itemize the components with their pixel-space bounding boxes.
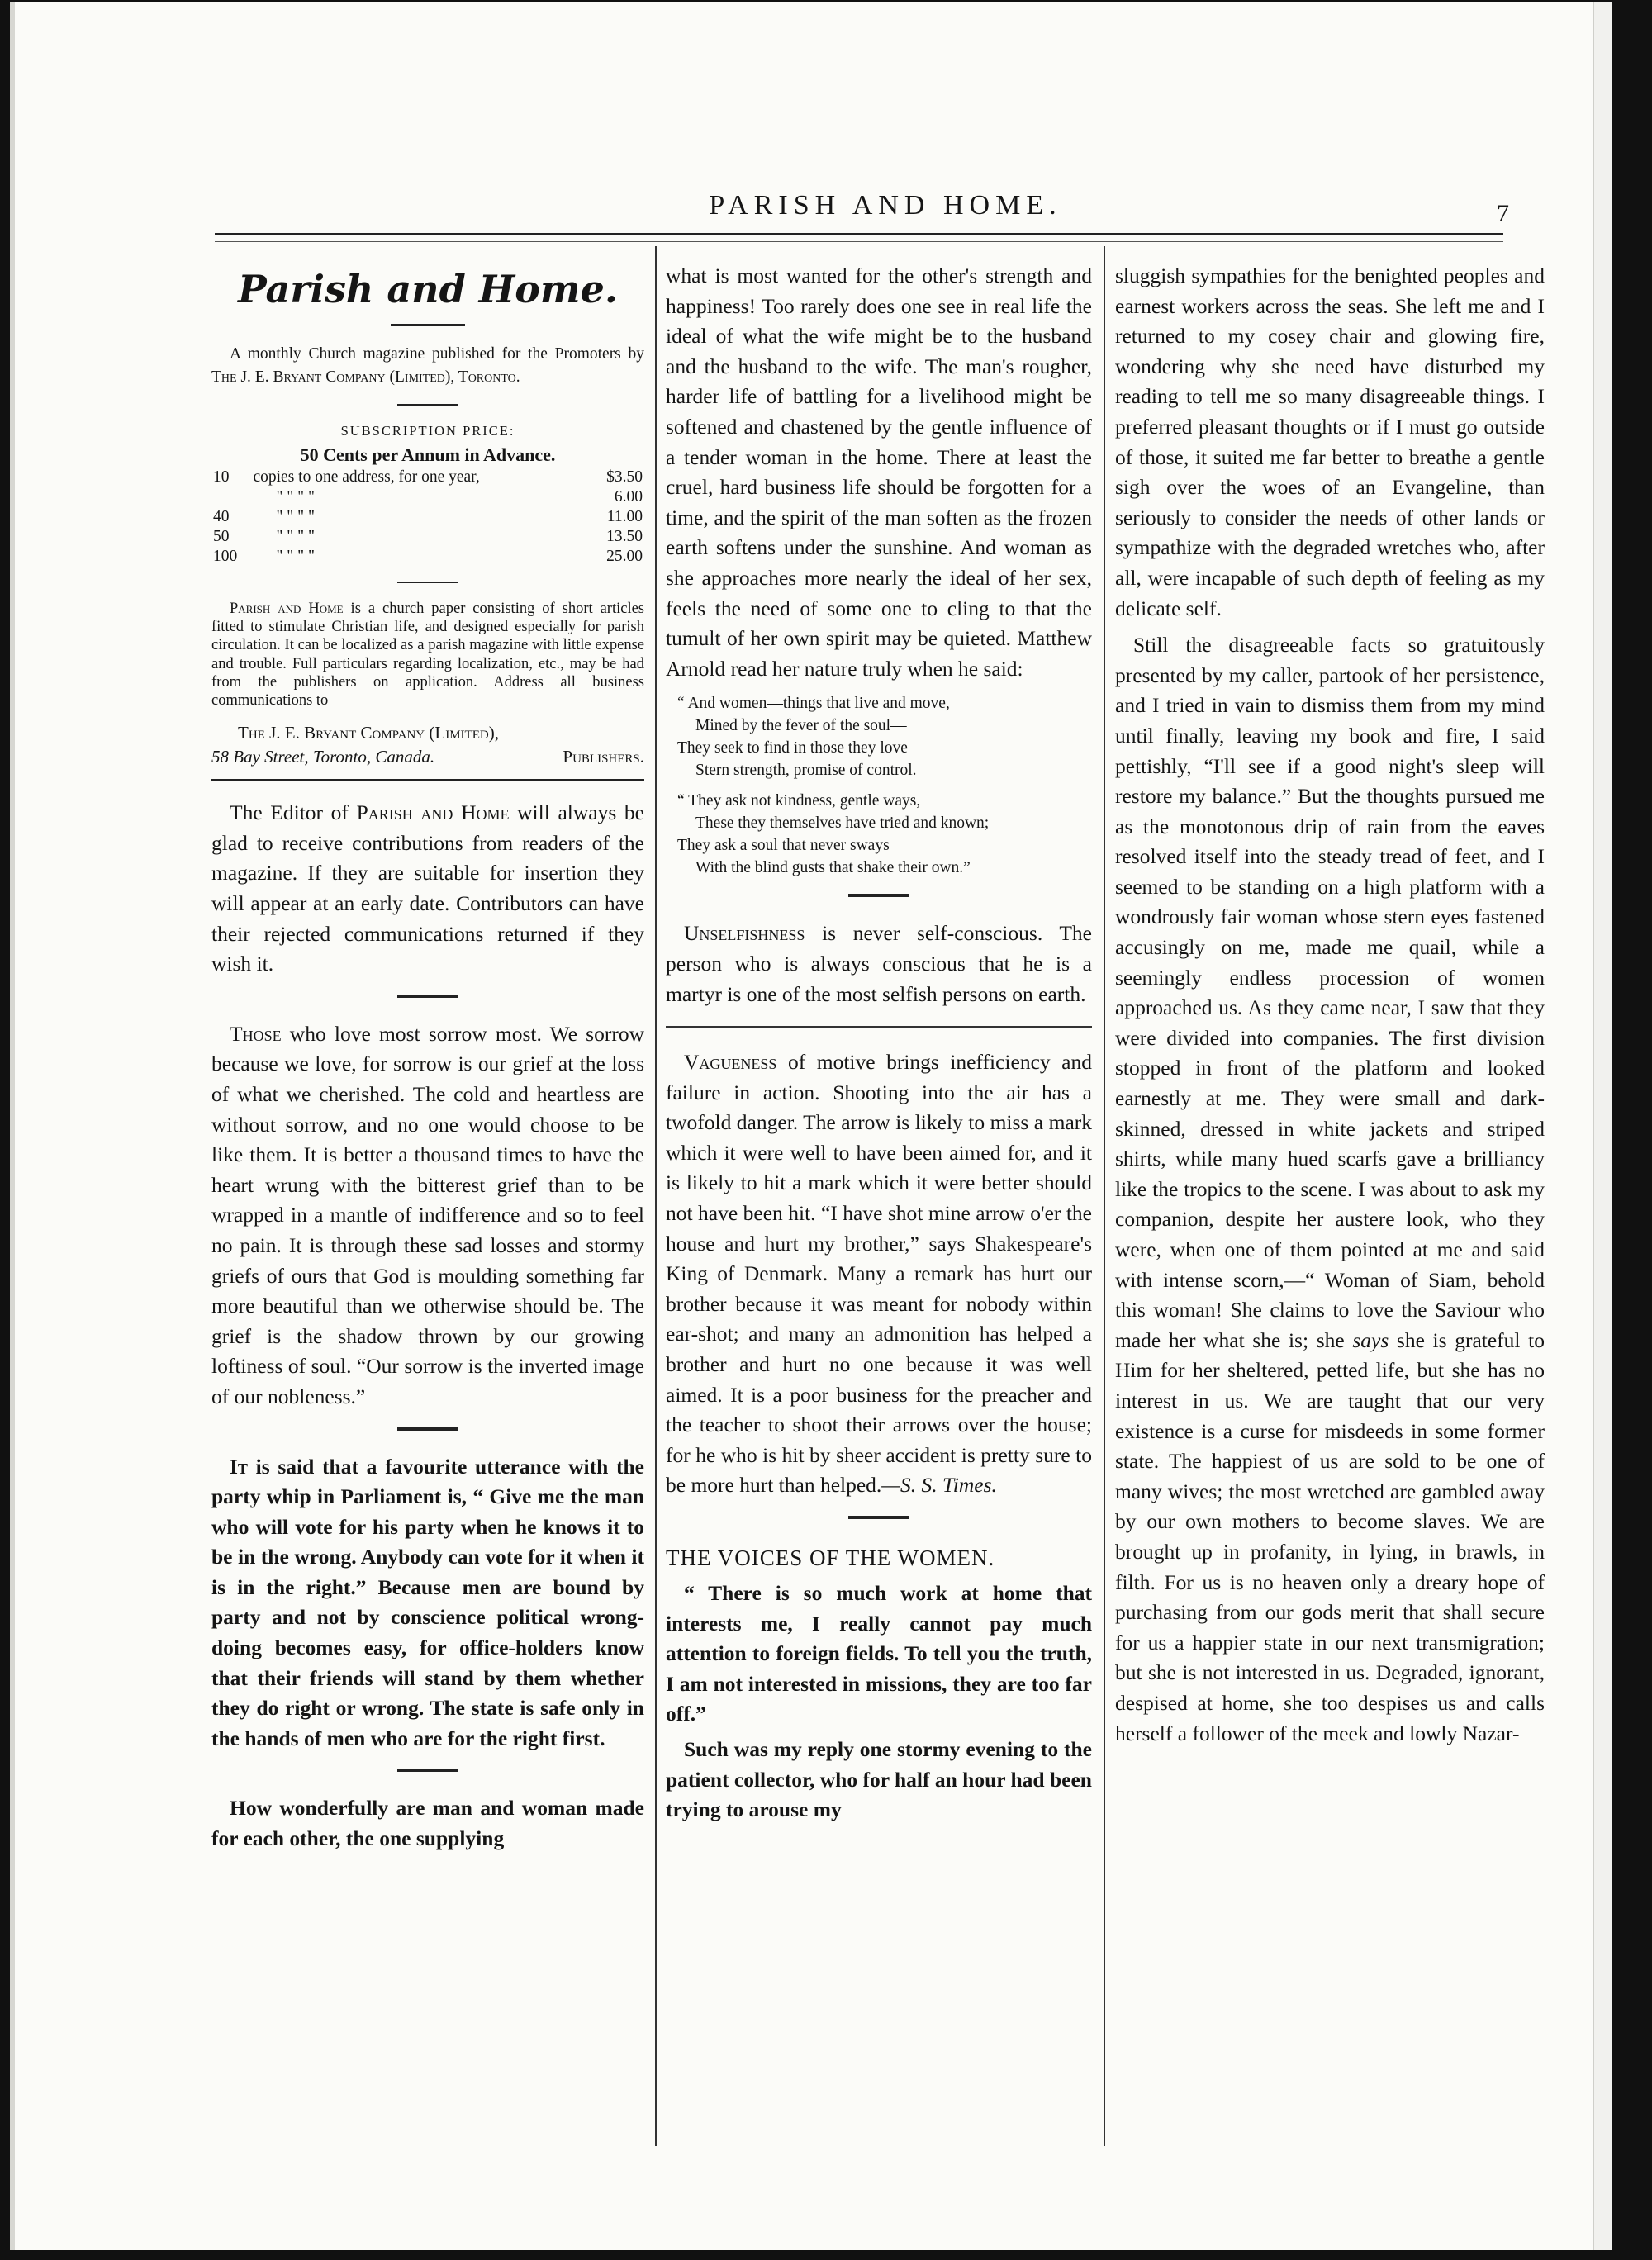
description-paragraph [211,600,644,710]
price-desc: " " " " [276,488,315,506]
editor-note-name: Parish and Home [356,800,510,825]
sorrow-lead: Those [230,1021,282,1046]
poem [677,692,1092,879]
price-value: 6.00 [614,488,643,506]
party-lead: It [230,1454,248,1479]
column-divider [655,246,657,2146]
intro-paragraph [211,343,644,389]
unselfish-text: is never self-conscious. The person who is always conscious that he is a martyr is one of the most selfish persons on earth. [666,921,1092,1006]
price-desc: " " " " [276,508,315,525]
poem-line: They ask a soul that never sways [677,837,890,855]
para2-emphasis: says [1352,1327,1389,1352]
description-text: is a church paper consisting of short articles fitted to stimulate Christian life, and designed especially for parish circulation. It can be localized as a parish magazine with little expense and trouble. Full particulars regarding localization, etc., may be had from the publishers on application. Address all business communications to [211,601,644,710]
intro-place: , Toronto. [450,368,520,386]
publisher-name-text: The J. E. Bryant Company (Limited), [238,723,499,743]
column-2 [666,248,1092,2148]
price-row [211,507,644,527]
section-rule [666,1026,1092,1028]
price-value: $3.50 [606,468,643,486]
price-qty: 50 [213,528,230,545]
divider [397,995,458,998]
divider [397,1769,458,1772]
vague-paragraph [666,1047,1092,1501]
vague-source: —S. S. Times. [881,1473,997,1498]
price-desc: " " " " [276,548,315,565]
price-value: 25.00 [606,548,643,565]
poem-line: Stern strength, promise of control. [695,762,917,780]
intro-publisher: The J. E. Bryant Company (Limited) [211,368,451,386]
price-qty: 100 [213,548,238,565]
publisher-address: 58 Bay Street, Toronto, Canada. [211,747,435,767]
page-edge [1593,2,1612,2250]
subscription-label: SUBSCRIPTION PRICE: [340,423,515,439]
divider [397,1427,458,1431]
column-1 [211,248,644,2148]
column-3 [1115,248,1545,2148]
voices-reply: Such was my reply one stormy evening to the patient collector, who for half an hour had been trying to arouse my [666,1736,1092,1822]
divider [391,324,465,326]
editor-note-text: The Editor of [230,800,357,825]
sorrow-text: who love most sorrow most. We sorrow because we love, for sorrow is our grief at the loss of what we cherished. The cold and heartless are without sorrow, and no one would choose to be like them. It is better a thousand times to have the heart wrung with the bitterest grief than to be wrapped in a mantle of indifference and so to feel no pain. It is through these sad losses and stormy griefs of ours that God is moulding something far more beautiful than we otherwise should be. The grief is the shadow thrown by our growing loftiness of soul. “Our sorrow is the inverted image of our nobleness.” [211,1021,644,1408]
price-row [211,527,644,547]
price-value: 11.00 [606,508,643,525]
poem-line: “ And women—things that live and move, [677,695,950,713]
para2-text: Still the disagreeable facts so gratuitously presented by my caller, partook of her persistence, and I tried in vain to dismiss them from my mind until finally, leaving my book and fire, I said pettishly, “I'll see if a good night's sleep will restore my balance.” But the thoughts pursued me as the monotonous drip of rain from the eaves resolved itself into the steady tread of feet, and I seemed to be standing on a high platform with a wondrously fair woman whose stern eyes fastened accusingly on me, made me quail, while a seemingly endless procession of women approached us. As they came near, I saw that they were divided into companies. The first division stopped in front of the platform and looked earnestly at me. They were small and dark-skinned, dressed in white jackets and striped shirts, while many hued scarfs gave a brilliancy like the tropics to the scene. I was about to ask my companion, despite her austere look, who they were, when one of them pointed at me and said with intense scorn,—“ Woman of Siam, behold this woman! She claims to love the Saviour who made her what she is; she [1115,633,1545,1352]
voices-paragraph-1: sluggish sympathies for the benighted peoples and earnest workers across the seas. She left me and I returned to my cosey chair and glowing fire, wondering why she need have disturbed my reading to tell me so many disagreeable things. I preferred pleasant thoughts or if I must go outside of those, it suited me far better to breathe a gentle sigh over the woes of an Evangeline, than seriously to consider the needs of other lands or sympathize with the degraded wretches who, after all, were incapable of such depth of feeling as my delicate self. [1115,264,1545,620]
editor-note [211,798,644,980]
price-desc: " " " " [276,528,315,545]
section-rule [211,779,644,781]
continued-paragraph: what is most wanted for the other's strength and happiness! Too rarely does one see in real life the ideal of what the wife might be to the husband and the husband to the wife. The man's rougher, harder life of battling for a livelihood might be softened and chastened by the gentle influence of a tender woman in the home. There at least the cruel, hard business life should be forgotten for a time, and the spirit of the man soften as the frozen earth softens under the sunshine. And woman as she approaches more nearly the ideal of her sex, feels the need of some one to cling to that the tumult of her own spirit may be quieted. Matthew Arnold read her nature truly when he said: [666,264,1092,681]
divider [848,1516,909,1519]
article-heading: THE VOICES OF THE WOMEN. [666,1545,995,1570]
poem-line: With the blind gusts that shake their own.” [695,859,971,877]
header-rule [215,233,1503,235]
publisher-line [211,745,644,769]
price-row [211,487,644,507]
editor-note-text-2: will always be glad to receive contributions from readers of the magazine. If they are suitable for insertion they will appear at an early date. Contributors can have their rejected communications returned if they wish it. [211,800,644,976]
poem-line: These they themselves have tried and known; [695,814,990,833]
vague-lead: Vagueness [684,1050,777,1075]
price-qty [211,487,251,507]
price-desc: copies to one address, for one year, [253,468,480,486]
price-qty: 40 [213,508,230,525]
party-text: is said that a favourite utterance with the party whip in Parliament is, “ Give me the man who will vote for his party when he knows it to be in the wrong. Anybody can vote for it when it is in the right.” Because men are bound by party and not by conscience political wrong-doing becomes easy, for office-holders know that their friends will stand by them whether they do right or wrong. The state is safe only in the hands of men who are for the right first. [211,1454,644,1750]
page [10,2,1612,2250]
publisher-name [211,721,644,745]
unselfish-paragraph [666,919,1092,1009]
publishers-label: Publishers. [563,747,644,767]
unselfish-lead: Unselfishness [684,921,805,946]
divider [397,582,458,583]
intro-text: A monthly Church magazine published for the Promoters by [230,345,644,363]
running-header: PARISH AND HOME. [709,190,1062,221]
divider [397,404,458,406]
para2-text-2: she is grateful to Him for her sheltered, petted life, but she has no interest in us. We are taught that our very existence is a curse for misdeeds in some former state. The happiest of us are sold to be one of many wives; the most wretched are gambled away by our own mothers to become slaves. We are brought up in profanity, in lying, in brawls, in filth. For us is no heaven only a dreary hope of purchasing from our gods merit that shall secure for us a happier state in our next transmigration; but she is not interested in us. Degraded, ignorant, despised at home, she too despises us and calls herself a follower of the meek and lowly Nazar- [1115,1327,1545,1745]
voices-quote: “ There is so much work at home that interests me, I really cannot pay much attention to foreign fields. To tell you the truth, I am not interested in missions, they are too far off.” [666,1581,1092,1726]
price-row [211,547,644,567]
column-divider [1104,246,1105,2146]
page-fold [10,2,15,2250]
man-woman-paragraph: How wonderfully are man and woman made for each other, the one supplying [211,1796,644,1851]
poem-line: “ They ask not kindness, gentle ways, [677,792,921,810]
sorrow-paragraph [211,1019,644,1412]
description-lead: Parish and Home [230,601,344,617]
header-rule-thin [215,241,1503,242]
voices-paragraph-2 [1115,630,1545,1749]
price-row [211,468,644,487]
price-table [211,468,644,567]
poem-line: They seek to find in those they love [677,739,908,757]
poem-line: Mined by the fever of the soul— [695,717,907,735]
divider [848,894,909,897]
vague-text: of motive brings inefficiency and failure in action. Shooting into the air has a twofold danger. The arrow is likely to miss a mark which it were well to have been aimed for, and it is likely to hit a mark which it were better should not have been hit. “I have shot mine arrow o'er the house and hurt my brother,” says Shakespeare's King of Denmark. Many a remark has hurt our brother because it was meant for nobody within ear-shot; and many an admonition has helped a brother and hurt no one because it was well aimed. It is a poor business for the preacher and the teacher to shoot their arrows over the house; for he who is hit by sheer accident is pretty sure to be more hurt than helped. [666,1050,1092,1498]
subscription-headline: 50 Cents per Annum in Advance. [300,444,556,465]
party-paragraph [211,1452,644,1754]
price-qty: 10 [213,468,230,486]
price-value: 13.50 [606,528,643,545]
page-number: 7 [1497,200,1509,227]
masthead: Parish and Home. [238,267,618,311]
